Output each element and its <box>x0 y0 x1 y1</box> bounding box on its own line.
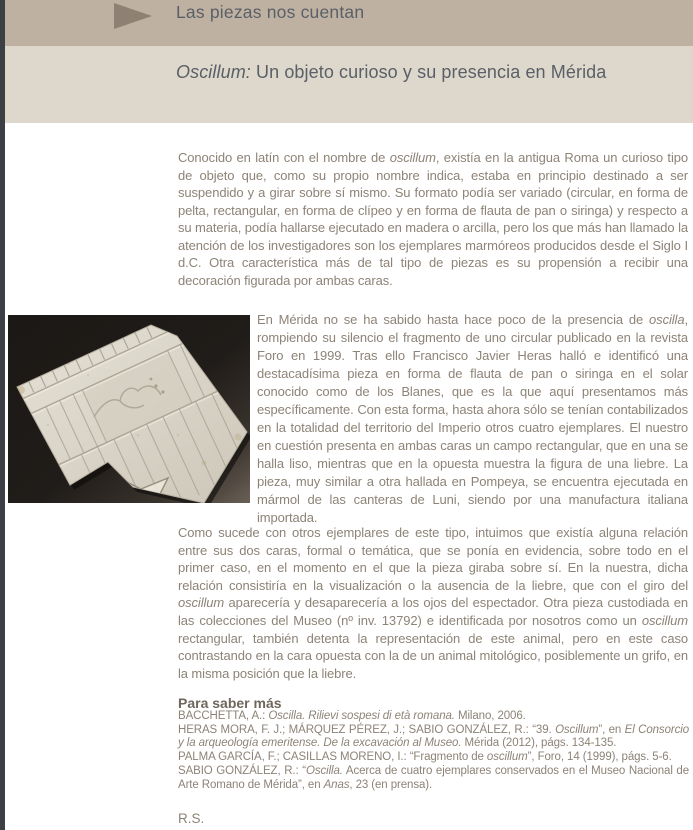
reference-item: BACCHETTA, A.: Oscilla. Rilievi sospesi di età romana. Milano, 2006. <box>178 710 526 722</box>
reference-item: HERAS MORA, F. J.; MÁRQUEZ PÉREZ, J.; SABIO GONZÁLEZ, R.: “39. Oscillum”, en El Consorcio y la arqueología emeritense. De la excavación al Museo. Mérida (2012), págs. 134-135. <box>178 723 689 750</box>
section-header-band <box>0 0 693 46</box>
paragraph-relation: Como sucede con otros ejemplares de este tipo, intuimos que existía alguna relación entre sus dos caras, formal o temática, que se ponía en evidencia, sobre todo en el primer caso, en el momento en el que la pieza giraba sobre sí. En la nuestra, dicha relación consistiría en la visualización o la ausencia de la liebre, que con el giro del oscillum aparecería y desaparecería a los ojos del espectador. Otra pieza custodiada en las colecciones del Museo (nº inv. 13792) e identificada por nosotros como un oscillum rectangular, también detenta la representación de este animal, pero en este caso contrastando en la cara opuesta con la de un animal mitológico, posiblemente un grifo, en la misma posición que la liebre. <box>178 525 688 681</box>
reference-item: PALMA GARCÍA, F.; CASILLAS MORENO, I.: “Fragmento de oscillum”, Foro, 14 (1999), págs. 5-6. <box>178 751 672 764</box>
author-initials: R.S. <box>178 811 205 826</box>
artifact-photo <box>8 315 250 503</box>
reference-item: SABIO GONZÁLEZ, R.: “Oscilla. Acerca de cuatro ejemplares conservados en el Museo Nacional de Arte Romano de Mérida”, en Anas, 23 (en prensa). <box>178 764 689 791</box>
paragraph-intro: Conocido en latín con el nombre de oscillum, existía en la antigua Roma un curioso tipo de objeto que, como su propio nombre indica, estaba en principio destinado a ser suspendido y a girar sobre sí mismo. Su formato podía ser variado (circular, en forma de pelta, rectangular, en forma de clípeo y en forma de flauta de pan o siringa) y respecto a su materia, podía hallarse ejecutado en madera o arcilla, pero los que más han llamado la atención de los investigadores son los ejemplares marmóreos producidos desde el Siglo I d.C. Otra característica más de tal tipo de piezas es su propensión a recibir una decoración figurada por ambas caras. <box>178 150 688 288</box>
article-title: Oscillum: Un objeto curioso y su presencia en Mérida <box>176 62 607 82</box>
bibliography-list <box>178 710 689 792</box>
oscillum-fragment-image <box>8 315 250 503</box>
section-title: Las piezas nos cuentan <box>176 2 365 22</box>
page-left-edge-strip <box>0 0 5 830</box>
paragraph-merida: En Mérida no se ha sabido hasta hace poco de la presencia de oscilla, rompiendo su silencio el fragmento de uno circular publicado en la revista Foro en 1999. Tras ello Francisco Javier Heras halló e identificó una destacadísima pieza en forma de flauta de pan o siringa en el solar conocido como de los Blanes, que es la que aquí presentamos más específicamente. Con esta forma, hasta ahora sólo se tenían contabilizados en la totalidad del territorio del Imperio otros cuatro ejemplares. El nuestro en cuestión presenta en ambas caras un campo rectangular, que en una se halla liso, mientras que en la opuesta muestra la figura de una liebre. La pieza, muy similar a otra hallada en Pompeya, se encuentra ejecutada en mármol de las canteras de Luni, siendo por una manufactura italiana importada. <box>257 312 688 525</box>
further-reading-heading: Para saber más <box>178 695 282 711</box>
right-triangle-icon <box>114 3 152 29</box>
article-title-band <box>0 46 693 123</box>
